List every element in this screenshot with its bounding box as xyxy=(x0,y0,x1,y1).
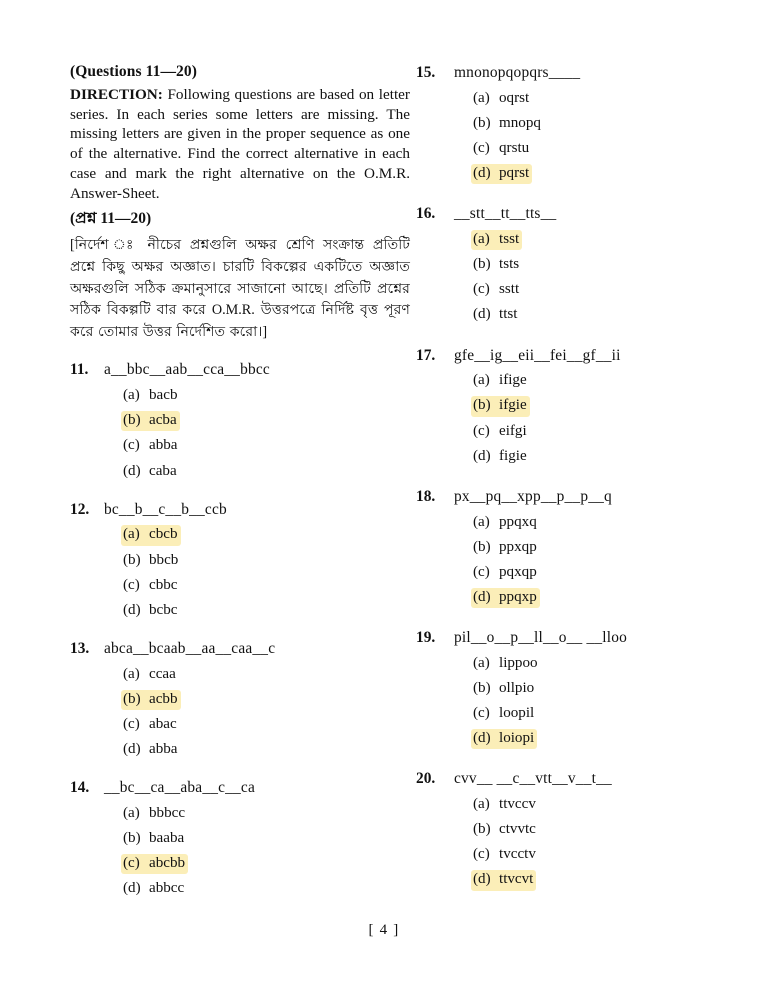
question-stem: gfe__ig__eii__fei__gf__ii xyxy=(454,346,621,364)
bengali-questions-range-heading: (প্রশ্ন 11—20) xyxy=(70,210,152,228)
option-text: cbbc xyxy=(149,576,178,593)
question-stem: __stt__tt__tts__ xyxy=(454,205,557,223)
question-stem: bc__b__c__b__ccb xyxy=(104,500,227,518)
question-body xyxy=(454,768,716,890)
question-stem: cvv__ __c__vtt__v__t__ xyxy=(454,770,612,788)
option-row[interactable] xyxy=(471,422,530,442)
option-text: ifgie xyxy=(499,397,527,414)
option-row-highlighted[interactable] xyxy=(471,230,522,250)
option-text: lippoo xyxy=(499,654,538,671)
option-letter: (d) xyxy=(473,306,491,323)
direction-label: DIRECTION: xyxy=(70,85,163,103)
question-body xyxy=(454,62,716,184)
option-letter: (c) xyxy=(123,576,140,593)
option-text: baaba xyxy=(149,830,185,847)
question-item xyxy=(416,62,716,184)
option-letter: (d) xyxy=(473,447,491,464)
option-letter: (b) xyxy=(123,830,141,847)
option-row[interactable] xyxy=(121,386,181,406)
question-number: 14. xyxy=(70,779,90,797)
option-letter: (b) xyxy=(473,114,491,131)
question-stem: pil__o__p__ll__o__ __lloo xyxy=(454,629,628,646)
option-letter: (d) xyxy=(473,730,491,747)
option-text: ifige xyxy=(499,372,527,389)
option-letter: (c) xyxy=(473,140,490,157)
question-stem: px__pq__xpp__p__p__q xyxy=(454,487,612,505)
option-list xyxy=(454,795,716,890)
option-letter: (b) xyxy=(473,256,491,273)
question-body xyxy=(454,486,716,608)
option-text: loiopi xyxy=(499,730,535,747)
option-letter: (d) xyxy=(473,871,491,888)
option-row[interactable] xyxy=(471,305,520,325)
option-text: cbcb xyxy=(149,526,178,543)
option-text: abcbb xyxy=(149,855,186,872)
option-letter: (c) xyxy=(123,855,140,872)
option-text: figie xyxy=(499,447,527,464)
option-letter: (a) xyxy=(123,526,140,543)
option-letter: (d) xyxy=(123,601,141,618)
option-letter: (b) xyxy=(473,821,491,838)
option-letter: (b) xyxy=(123,551,141,568)
option-letter: (c) xyxy=(123,715,140,732)
question-number: 12. xyxy=(70,500,90,518)
option-text: oqrst xyxy=(499,89,530,106)
question-number: 17. xyxy=(416,346,436,364)
question-body xyxy=(104,638,410,760)
option-text: eifgi xyxy=(499,422,527,439)
bengali-direction-text-part2: উত্তরপত্রে নির্দিষ্ট বৃত্ত পূরণ করে তোমার উত্তর নির্দেশিত করো।] xyxy=(70,302,410,340)
option-letter: (a) xyxy=(123,387,140,404)
option-text: pqxqp xyxy=(499,563,537,580)
bengali-direction-paragraph xyxy=(70,235,410,343)
option-row-highlighted[interactable] xyxy=(471,729,537,749)
option-row[interactable] xyxy=(121,601,181,621)
option-letter: (c) xyxy=(123,437,140,454)
option-row[interactable] xyxy=(471,820,539,840)
option-letter: (c) xyxy=(473,705,490,722)
option-text: tsts xyxy=(499,256,520,273)
question-number: 16. xyxy=(416,205,436,223)
option-row[interactable] xyxy=(471,538,540,558)
option-row[interactable] xyxy=(471,280,522,300)
question-item xyxy=(70,777,410,899)
question-stem: a__bbc__aab__cca__bbcc xyxy=(104,361,270,379)
option-text: bbbcc xyxy=(149,804,186,821)
option-letter: (a) xyxy=(473,796,490,813)
question-stem: __bc__ca__aba__c__ca xyxy=(104,779,255,797)
option-row[interactable] xyxy=(121,462,180,482)
option-text: bcbc xyxy=(149,601,178,618)
option-text: tvcctv xyxy=(499,846,536,863)
option-text: ttvccv xyxy=(499,796,536,813)
option-text: ccaa xyxy=(149,665,176,682)
option-row-highlighted[interactable] xyxy=(121,525,181,545)
option-row[interactable] xyxy=(471,139,532,159)
question-item xyxy=(70,638,410,760)
option-letter: (b) xyxy=(473,397,491,414)
option-row[interactable] xyxy=(121,436,181,456)
two-column-layout xyxy=(70,62,706,910)
question-item xyxy=(70,359,410,481)
option-letter: (d) xyxy=(123,462,141,479)
question-number: 13. xyxy=(70,639,90,657)
option-letter: (b) xyxy=(123,690,141,707)
option-row[interactable] xyxy=(471,679,537,699)
option-text: qrstu xyxy=(499,140,530,157)
option-text: abac xyxy=(149,715,177,732)
option-letter: (a) xyxy=(473,231,490,248)
option-row[interactable] xyxy=(471,795,539,815)
option-row[interactable] xyxy=(471,371,530,391)
option-text: bacb xyxy=(149,387,178,404)
option-letter: (c) xyxy=(473,563,490,580)
option-text: abba xyxy=(149,741,178,758)
option-list xyxy=(454,230,716,325)
option-list xyxy=(454,89,716,184)
option-row[interactable] xyxy=(121,576,181,596)
question-number: 19. xyxy=(416,629,436,646)
option-letter: (a) xyxy=(123,665,140,682)
question-list-left xyxy=(70,359,410,899)
direction-paragraph xyxy=(70,85,410,204)
question-stem: mnonopqopqrs____ xyxy=(454,64,581,81)
question-body xyxy=(454,345,716,467)
option-text: bbcb xyxy=(149,551,179,568)
question-number: 11. xyxy=(70,361,89,379)
option-row[interactable] xyxy=(471,447,530,467)
page-number-footer: [ 4 ] xyxy=(368,922,400,938)
option-row[interactable] xyxy=(121,551,181,571)
left-column xyxy=(70,62,410,899)
bengali-omr-label: O.M.R. xyxy=(211,302,255,319)
option-list xyxy=(104,386,410,481)
question-stem: abca__bcaab__aa__caa__c xyxy=(104,639,276,657)
option-text: pqrst xyxy=(499,165,530,182)
option-letter: (b) xyxy=(123,412,141,429)
option-row[interactable] xyxy=(471,563,540,583)
option-letter: (d) xyxy=(473,165,491,182)
option-letter: (a) xyxy=(473,372,490,389)
right-column xyxy=(416,62,716,910)
option-row[interactable] xyxy=(471,654,541,674)
question-body xyxy=(104,359,410,481)
option-list xyxy=(104,525,410,620)
option-text: ctvvtc xyxy=(499,821,536,838)
option-text: acbb xyxy=(149,690,178,707)
option-list xyxy=(454,654,716,749)
question-number: 15. xyxy=(416,64,436,81)
option-text: ppqxp xyxy=(499,588,537,605)
option-letter: (a) xyxy=(473,89,490,106)
option-letter: (d) xyxy=(123,741,141,758)
question-number: 18. xyxy=(416,487,436,505)
option-text: tsst xyxy=(499,231,520,248)
option-text: abbcc xyxy=(149,880,185,897)
question-item xyxy=(416,768,716,890)
option-text: ollpio xyxy=(499,679,535,696)
question-item xyxy=(416,486,716,608)
question-body xyxy=(104,499,410,621)
option-row-highlighted[interactable] xyxy=(121,690,181,710)
option-text: ttvcvt xyxy=(499,871,534,888)
option-list xyxy=(104,665,410,760)
option-letter: (a) xyxy=(123,804,140,821)
option-text: ttst xyxy=(499,306,518,323)
option-row[interactable] xyxy=(471,704,537,724)
option-row-highlighted[interactable] xyxy=(471,396,530,416)
option-list xyxy=(454,513,716,608)
option-row[interactable] xyxy=(471,513,540,533)
option-row[interactable] xyxy=(121,829,187,849)
question-number: 20. xyxy=(416,770,436,788)
option-text: ppxqp xyxy=(499,538,537,555)
option-letter: (b) xyxy=(473,538,491,555)
option-text: sstt xyxy=(499,281,520,298)
option-letter: (c) xyxy=(473,846,490,863)
option-row[interactable] xyxy=(471,114,544,134)
option-row-highlighted[interactable] xyxy=(471,588,540,608)
question-list-right xyxy=(416,62,716,891)
option-text: mnopq xyxy=(499,114,541,131)
option-row[interactable] xyxy=(121,740,181,760)
option-letter: (a) xyxy=(473,513,490,530)
option-row-highlighted[interactable] xyxy=(471,870,536,890)
option-text: caba xyxy=(149,462,177,479)
option-letter: (c) xyxy=(473,422,490,439)
option-row-highlighted[interactable] xyxy=(121,854,188,874)
question-item xyxy=(416,627,716,749)
question-item xyxy=(416,345,716,467)
option-row[interactable] xyxy=(121,879,187,899)
option-list xyxy=(454,371,716,466)
option-letter: (a) xyxy=(473,654,490,671)
option-list xyxy=(104,804,410,899)
question-item xyxy=(70,499,410,621)
questions-range-heading: (Questions 11—20) xyxy=(70,63,198,80)
option-row-highlighted[interactable] xyxy=(471,164,532,184)
option-row[interactable] xyxy=(121,665,179,685)
option-row[interactable] xyxy=(121,804,188,824)
option-text: ppqxq xyxy=(499,513,537,530)
question-body xyxy=(454,203,716,325)
option-text: acba xyxy=(149,412,177,429)
question-body xyxy=(454,627,716,749)
option-text: abba xyxy=(149,437,178,454)
option-letter: (d) xyxy=(473,588,491,605)
option-text: loopil xyxy=(499,705,535,722)
question-body xyxy=(104,777,410,899)
option-row[interactable] xyxy=(121,715,180,735)
option-letter: (b) xyxy=(473,679,491,696)
option-row[interactable] xyxy=(471,255,522,275)
option-row[interactable] xyxy=(471,89,532,109)
direction-text: Following questions are based on letter series. In each series some letters are missing. The missing letters are given in the proper sequence as one of the alternative. Find the correct alternative in each case and mark the right alternative on the O.M.R. Answer-Sheet. xyxy=(70,85,410,202)
bengali-direction-text-part1: [নির্দেশ ঃ নীচের প্রশ্নগুলি অক্ষর শ্রেণি সংক্রান্ত প্রতিটি প্রশ্নে কিছু অক্ষর অজ্ঞাত। চারটি বিকল্পের একটিতে অজ্ঞাত অক্ষরগুলি সঠিক ক্রমানুসারে সাজানো আছে। প্রতিটি প্রশ্নের সঠিক বিকল্পটি বার করে xyxy=(70,237,410,319)
option-letter: (c) xyxy=(473,281,490,298)
question-item xyxy=(416,203,716,325)
option-letter: (d) xyxy=(123,880,141,897)
option-row[interactable] xyxy=(471,845,539,865)
option-row-highlighted[interactable] xyxy=(121,411,180,431)
